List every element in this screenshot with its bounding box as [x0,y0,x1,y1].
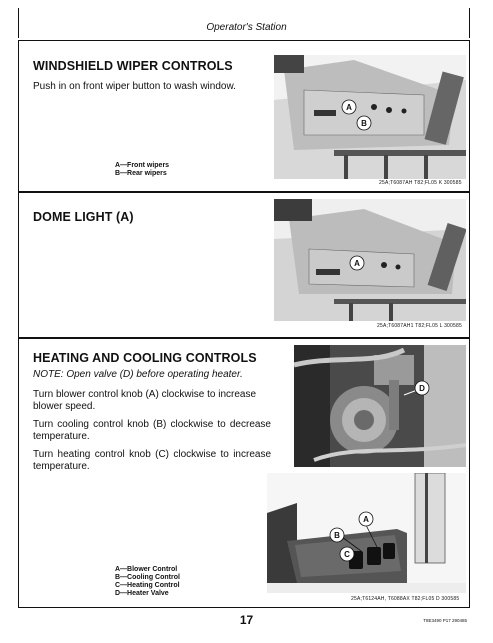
file-identifier: T8E3490 P17 290485 [423,618,467,623]
section-paragraph: Turn blower control knob (A) clockwise to increase blower speed. [33,389,257,412]
section-windshield-wiper [18,40,470,192]
callout-label: A [354,259,360,268]
section-heating-cooling [18,338,470,608]
callout-label: A [346,103,352,112]
legend-item: B—Cooling Control [115,574,180,581]
section-title: WINDSHIELD WIPER CONTROLS [33,59,233,73]
dome-light-photo [274,199,466,321]
callout-label: B [361,119,367,128]
section-dome-light [18,192,470,338]
legend-item: D—Heater Valve [115,590,169,597]
section-paragraph: Push in on front wiper button to wash window. [33,81,236,92]
callout-label: C [344,550,350,559]
figure-legend [115,566,180,598]
section-title: HEATING AND COOLING CONTROLS [33,351,257,365]
section-paragraph: Turn heating control knob (C) clockwise to increase temperature. [33,449,271,472]
legend-item: A—Front wipers [115,162,170,169]
section-note: NOTE: Open valve (D) before operating heater. [33,369,243,380]
section-title: DOME LIGHT (A) [33,210,134,224]
figure-legend [115,162,169,178]
figure-caption: 25A;T6087AH T82;FL05 K 300585 [379,180,462,186]
page-number: 17 [239,613,254,627]
legend-item: C—Heating Control [115,582,180,589]
callout-label: B [334,531,340,540]
page-header: Operator's Station [206,22,287,33]
section-paragraph: Turn cooling control knob (B) clockwise to decrease temperature. [33,419,271,442]
figure-caption: 25A;T6124AH, T6088AX T82;FL05 D 300585 [351,596,460,602]
heating-controls-photo [267,473,466,593]
callout-label: D [419,384,425,393]
callout-label: A [363,515,369,524]
wiper-controls-photo [274,55,466,179]
legend-item: A—Blower Control [115,566,178,573]
heater-valve-photo [294,345,466,467]
figure-caption: 25A;T6087AH1 T82;FL05 L 300585 [377,323,462,329]
legend-item: B—Rear wipers [115,170,167,177]
